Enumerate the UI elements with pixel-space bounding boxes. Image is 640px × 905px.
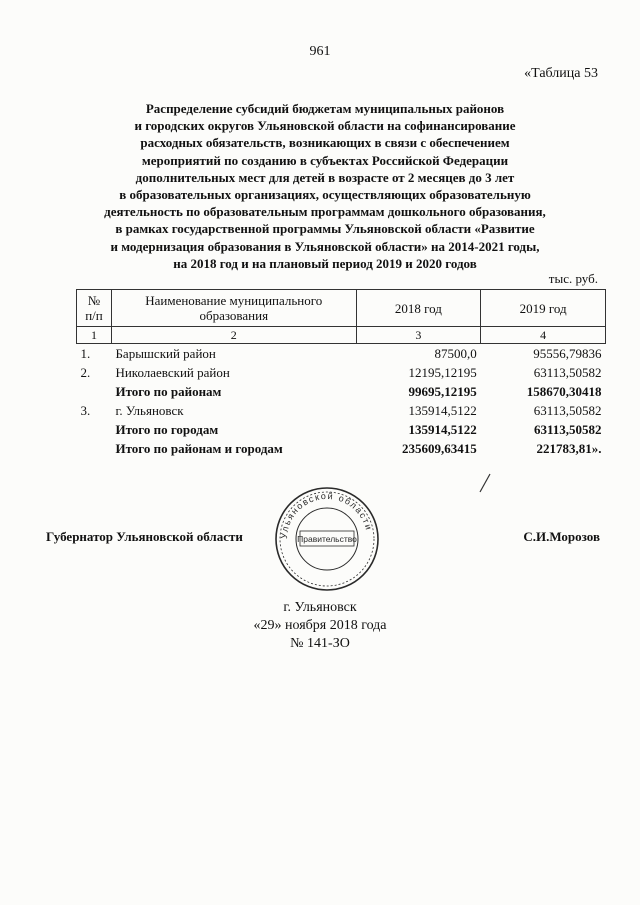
row-name: Николаевский район bbox=[115, 365, 230, 380]
row-value-2019: 63113,50582 bbox=[533, 365, 602, 380]
column-header-2018: 2018 год bbox=[356, 290, 481, 327]
subsidy-table bbox=[76, 289, 606, 458]
row-name: Итого по районам и городам bbox=[115, 441, 283, 456]
row-value-2019: 63113,50582 bbox=[533, 422, 602, 437]
column-index: 4 bbox=[481, 327, 606, 344]
table-row bbox=[77, 344, 606, 364]
column-index: 1 bbox=[77, 327, 112, 344]
table-body bbox=[77, 344, 606, 459]
title-line: в образовательных организациях, осуществляющих образовательную bbox=[119, 187, 531, 203]
table-header-row bbox=[77, 290, 606, 327]
table-row bbox=[77, 382, 606, 401]
title-line: мероприятий по созданию в субъектах Российской Федерации bbox=[141, 152, 509, 168]
pen-mark bbox=[476, 470, 496, 494]
title-line: на 2018 год и на плановый период 2019 и 2020 годов bbox=[173, 255, 477, 271]
table-column-index-row bbox=[77, 327, 606, 344]
title-line: деятельность по образовательным программам дошкольного образования, bbox=[104, 204, 546, 220]
row-value-2018: 99695,12195 bbox=[408, 384, 477, 399]
law-number: № 141-ЗО bbox=[290, 636, 350, 651]
stamp-center-text: Правительство bbox=[297, 534, 357, 544]
column-index: 3 bbox=[356, 327, 481, 344]
title-line: и модернизация образования в Ульяновской области» на 2014-2021 годы, bbox=[110, 238, 540, 254]
row-value-2018: 87500,0 bbox=[434, 346, 477, 361]
column-header-2019: 2019 год bbox=[481, 290, 606, 327]
table-row bbox=[77, 363, 606, 382]
row-number bbox=[77, 420, 112, 439]
title-line: дополнительных мест для детей в возрасте от 2 месяцев до 3 лет bbox=[135, 169, 515, 185]
row-value-2018: 135914,5122 bbox=[408, 403, 477, 418]
column-index: 2 bbox=[111, 327, 356, 344]
title-line: расходных обязательств, возникающих в связи с обеспечением bbox=[140, 135, 510, 151]
row-value-2019: 158670,30418 bbox=[526, 384, 602, 399]
row-name: Итого по районам bbox=[115, 384, 222, 399]
row-number: 1. bbox=[80, 346, 91, 361]
row-value-2019: 221783,81». bbox=[536, 441, 602, 456]
column-header-number: № п/п bbox=[77, 290, 112, 327]
stamp-ring-text: Ульяновской области bbox=[278, 490, 375, 540]
row-value-2018: 135914,5122 bbox=[408, 422, 477, 437]
table-row bbox=[77, 401, 606, 420]
signature-title: Губернатор Ульяновской области bbox=[46, 529, 243, 544]
city-name: г. Ульяновск bbox=[283, 600, 357, 615]
title-line: в рамках государственной программы Ульяновской области «Развитие bbox=[115, 221, 535, 237]
table-reference: «Таблица 53 bbox=[524, 66, 598, 81]
column-header-name: Наименование муниципального образования bbox=[111, 290, 356, 327]
row-name: г. Ульяновск bbox=[115, 403, 184, 418]
row-value-2018: 12195,12195 bbox=[408, 365, 477, 380]
document-title bbox=[60, 100, 590, 272]
row-value-2018: 235609,63415 bbox=[402, 441, 477, 456]
page-number: 961 bbox=[309, 44, 331, 59]
title-line: Распределение субсидий бюджетам муниципальных районов bbox=[145, 101, 505, 116]
row-name: Итого по городам bbox=[115, 422, 219, 437]
table-row bbox=[77, 439, 606, 458]
document-date: «29» ноября 2018 года bbox=[253, 618, 387, 633]
row-number bbox=[77, 439, 112, 458]
row-name: Барышский район bbox=[115, 346, 216, 361]
table-row bbox=[77, 420, 606, 439]
row-value-2019: 95556,79836 bbox=[533, 346, 602, 361]
title-line: и городских округов Ульяновской области на софинансирование bbox=[134, 118, 516, 134]
signature-name: С.И.Морозов bbox=[523, 529, 600, 544]
row-number: 2. bbox=[80, 365, 91, 380]
row-value-2019: 63113,50582 bbox=[533, 403, 602, 418]
row-number bbox=[77, 382, 112, 401]
units-label: тыс. руб. bbox=[548, 271, 598, 286]
official-seal-stamp bbox=[272, 484, 382, 594]
row-number: 3. bbox=[80, 403, 91, 418]
